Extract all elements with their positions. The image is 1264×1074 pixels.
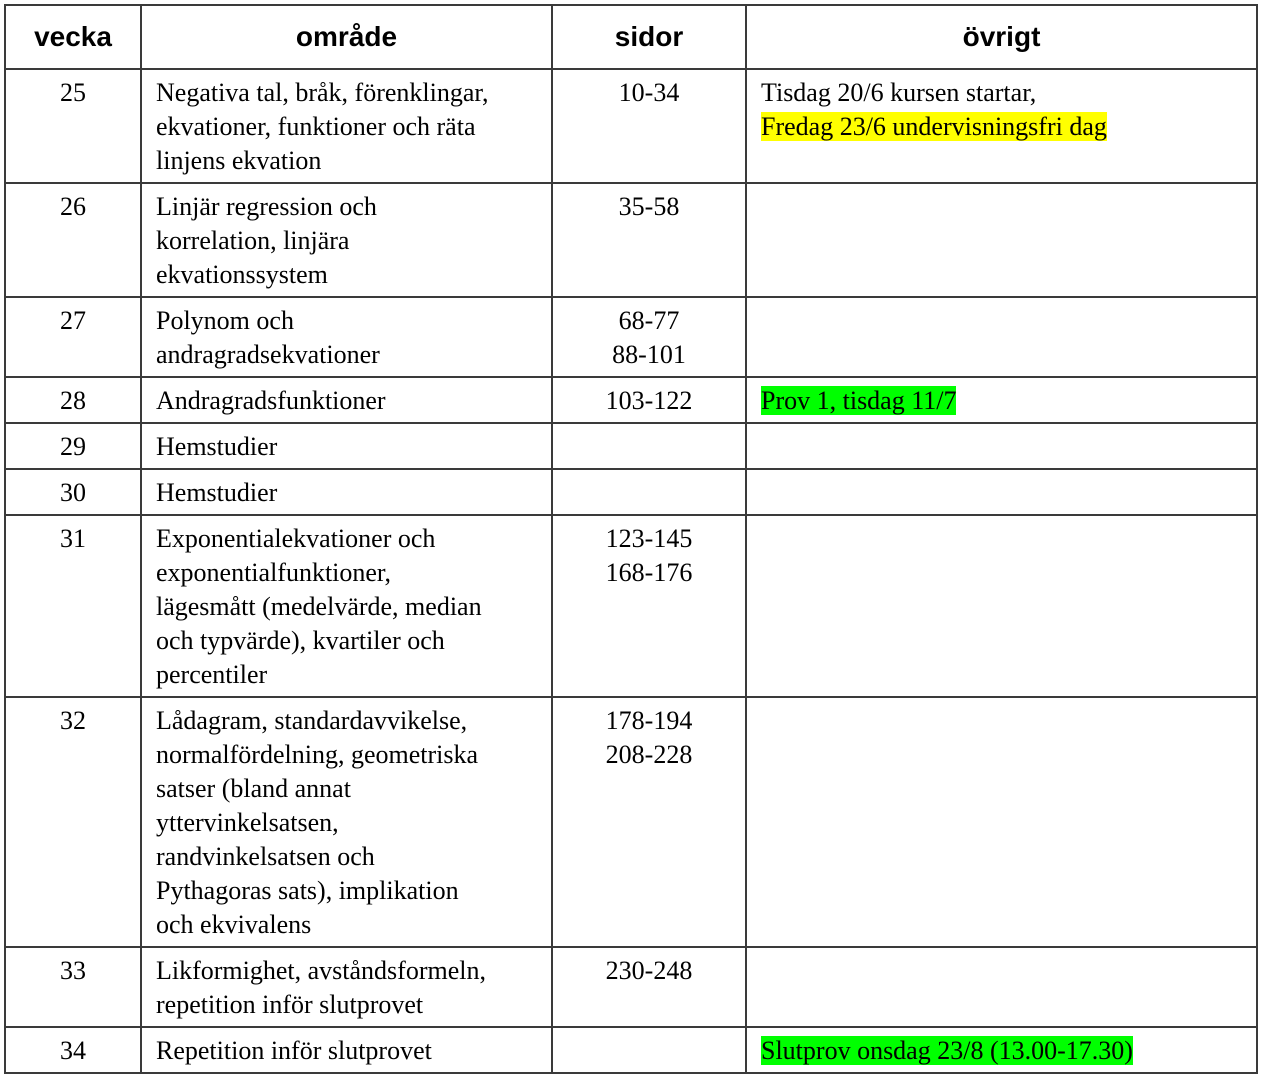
table-row: [5, 515, 1257, 697]
area-line: Hemstudier: [156, 432, 278, 461]
notes-cell: [746, 69, 1257, 183]
page-range: 103-122: [605, 386, 693, 415]
pages-cell: [552, 947, 746, 1027]
area-line: repetition inför slutprovet: [156, 990, 424, 1019]
page-range: 123-145: [605, 524, 693, 553]
table-row: [5, 183, 1257, 297]
area-line: ekvationssystem: [156, 260, 328, 289]
notes-cell: [746, 183, 1257, 297]
area-line: Exponentialekvationer och: [156, 524, 436, 553]
page-range: 230-248: [605, 956, 693, 985]
area-cell: [141, 377, 552, 423]
week-cell: 32: [5, 697, 141, 947]
highlighted-note-text: Prov 1, tisdag 11/7: [761, 386, 957, 415]
notes-cell: [746, 377, 1257, 423]
area-line: Pythagoras sats), implikation: [156, 876, 459, 905]
highlighted-note-text: Fredag 23/6 undervisningsfri dag: [761, 112, 1107, 141]
header-row: [5, 5, 1257, 69]
area-cell: [141, 697, 552, 947]
pages-cell: [552, 469, 746, 515]
area-cell: [141, 515, 552, 697]
table-row: [5, 377, 1257, 423]
area-cell: [141, 297, 552, 377]
header-week: vecka: [5, 5, 141, 69]
note-line: [761, 76, 1242, 110]
week-cell: 29: [5, 423, 141, 469]
table-row: [5, 469, 1257, 515]
area-cell: [141, 469, 552, 515]
notes-cell: [746, 469, 1257, 515]
note-line: [761, 110, 1242, 144]
page-range: 68-77: [618, 306, 680, 335]
table-row: [5, 697, 1257, 947]
area-line: och ekvivalens: [156, 910, 312, 939]
pages-cell: [552, 183, 746, 297]
area-line: Linjär regression och: [156, 192, 377, 221]
header-notes: övrigt: [746, 5, 1257, 69]
note-line: [761, 1034, 1242, 1068]
area-line: normalfördelning, geometriska: [156, 740, 479, 769]
area-line: yttervinkelsatsen,: [156, 808, 339, 837]
area-line: Negativa tal, bråk, förenklingar,: [156, 78, 489, 107]
week-cell: 26: [5, 183, 141, 297]
area-line: andragradsekvationer: [156, 340, 380, 369]
area-line: korrelation, linjära: [156, 226, 350, 255]
table-row: [5, 423, 1257, 469]
pages-cell: [552, 1027, 746, 1073]
area-line: percentiler: [156, 660, 268, 689]
area-line: linjens ekvation: [156, 146, 322, 175]
area-line: satser (bland annat: [156, 774, 351, 803]
notes-cell: [746, 423, 1257, 469]
table-row: [5, 69, 1257, 183]
pages-cell: [552, 297, 746, 377]
page-range: 10-34: [618, 78, 680, 107]
area-line: Hemstudier: [156, 478, 278, 507]
schedule-body: [5, 69, 1257, 1073]
notes-cell: [746, 297, 1257, 377]
note-line: [761, 384, 1242, 418]
area-cell: [141, 69, 552, 183]
header-pages: sidor: [552, 5, 746, 69]
area-line: Lådagram, standardavvikelse,: [156, 706, 468, 735]
notes-cell: [746, 515, 1257, 697]
notes-cell: [746, 947, 1257, 1027]
area-line: randvinkelsatsen och: [156, 842, 375, 871]
pages-cell: [552, 423, 746, 469]
area-cell: [141, 183, 552, 297]
week-cell: 31: [5, 515, 141, 697]
area-line: lägesmått (medelvärde, median: [156, 592, 482, 621]
area-cell: [141, 947, 552, 1027]
week-cell: 30: [5, 469, 141, 515]
course-schedule-table: [4, 4, 1258, 1074]
page-range: 35-58: [618, 192, 680, 221]
notes-cell: [746, 697, 1257, 947]
area-line: exponentialfunktioner,: [156, 558, 392, 587]
area-line: och typvärde), kvartiler och: [156, 626, 445, 655]
page-range: 168-176: [605, 558, 693, 587]
area-line: Andragradsfunktioner: [156, 386, 386, 415]
area-cell: [141, 423, 552, 469]
week-cell: 28: [5, 377, 141, 423]
area-line: Likformighet, avståndsformeln,: [156, 956, 486, 985]
table-row: [5, 1027, 1257, 1073]
area-line: Polynom och: [156, 306, 294, 335]
page-range: 88-101: [612, 340, 686, 369]
week-cell: 25: [5, 69, 141, 183]
week-cell: 27: [5, 297, 141, 377]
area-line: ekvationer, funktioner och räta: [156, 112, 476, 141]
pages-cell: [552, 69, 746, 183]
table-row: [5, 947, 1257, 1027]
pages-cell: [552, 515, 746, 697]
week-cell: 33: [5, 947, 141, 1027]
area-cell: [141, 1027, 552, 1073]
pages-cell: [552, 697, 746, 947]
page-range: 208-228: [605, 740, 693, 769]
pages-cell: [552, 377, 746, 423]
highlighted-note-text: Slutprov onsdag 23/8 (13.00-17.30): [761, 1036, 1133, 1065]
week-cell: 34: [5, 1027, 141, 1073]
page-range: 178-194: [605, 706, 693, 735]
header-area: område: [141, 5, 552, 69]
area-line: Repetition inför slutprovet: [156, 1036, 432, 1065]
notes-cell: [746, 1027, 1257, 1073]
note-text: Tisdag 20/6 kursen startar,: [761, 78, 1037, 107]
table-row: [5, 297, 1257, 377]
